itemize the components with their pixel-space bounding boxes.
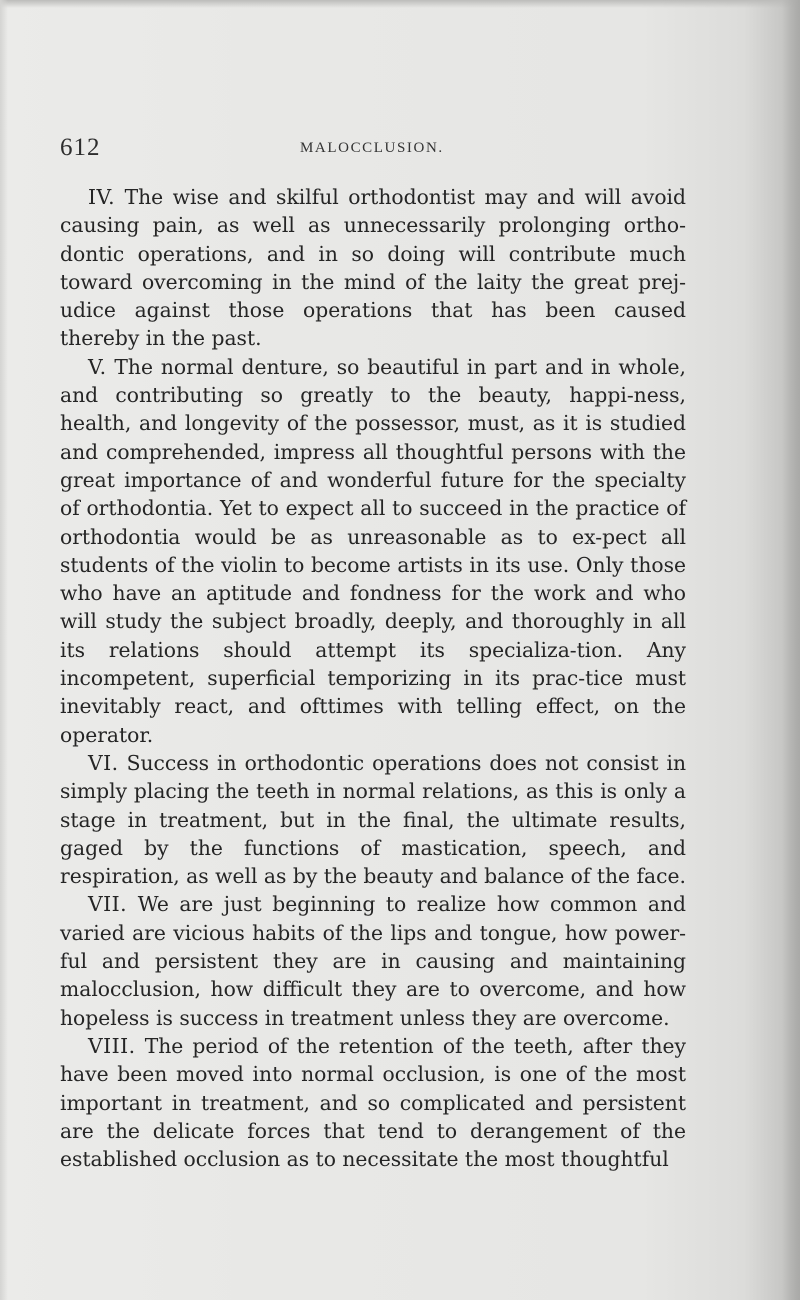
paragraph-numeral: IV. (88, 185, 116, 209)
paragraph-numeral: VI. (88, 750, 119, 775)
paragraph-numeral: V. (88, 354, 107, 379)
paragraph-text: The wise and skilful orthodontist may and will avoid causing pain, as well as unnecessarily prolonging ortho-dontic operations, and in so doing will contribute much toward overcoming in the mind of the laity the great prej-udice against those operations that has been caused thereby in the past. (60, 185, 686, 351)
paragraph-text: Success in orthodontic operations does not consist in simply placing the teeth in normal relations, as this is only a stage in treatment, but in the final, the ultimate results, gaged by the functions of mastication, speech, and respiration, as well as by the beauty and balance of the face. (60, 750, 687, 889)
paragraph-text: We are just beginning to realize how common and varied are vicious habits of the lips and tongue, how power-ful and persistent they are in causing and maintaining malocclusion, how difficult they are to overcome, and how hopeless is success in treatment unless they are overcome. (60, 892, 686, 1030)
body-text (60, 183, 686, 1173)
page-gutter-shadow (782, 0, 800, 1300)
paragraph-text: The period of the retention of the teeth, after they have been moved into normal occlusion, is one of the most important in treatment, and so complicated and persistent are the delicate forces that tend to derangement of the established occlusion as to necessitate the most thoughtful (60, 1033, 686, 1172)
page-top-shadow (0, 0, 800, 8)
running-title: MALOCCLUSION. (300, 140, 444, 156)
paragraph-numeral: VII. (88, 892, 128, 917)
paragraph-text: The normal denture, so beautiful in part and in whole, and contributing so greatly to the beauty, happi-ness, health, and longevity of the possessor, must, as it is studied and comprehended, impress all thoughtful persons with the great importance of and wonderful future for the specialty of orthodontia. Yet to expect all to succeed in the practice of orthodontia would be as unreasonable as to ex-pect all students of the violin to become artists in its use. Only those who have an aptitude and fondness for the work and who will study the subject broadly, deeply, and thoroughly in all its relations should attempt its specializa-tion. Any incompetent, superficial temporizing in its prac-tice must inevitably react, and ofttimes with telling effect, on the operator. (60, 354, 686, 747)
paragraph-viii (60, 1032, 686, 1173)
paragraph-iv (60, 183, 686, 353)
paragraph-vi (60, 749, 686, 890)
page-number: 612 (60, 134, 101, 161)
paragraph-v (60, 353, 686, 749)
page-left-edge (0, 0, 8, 1300)
page-header (60, 134, 692, 170)
paragraph-vii (60, 890, 686, 1031)
paragraph-numeral: VIII. (88, 1033, 136, 1058)
